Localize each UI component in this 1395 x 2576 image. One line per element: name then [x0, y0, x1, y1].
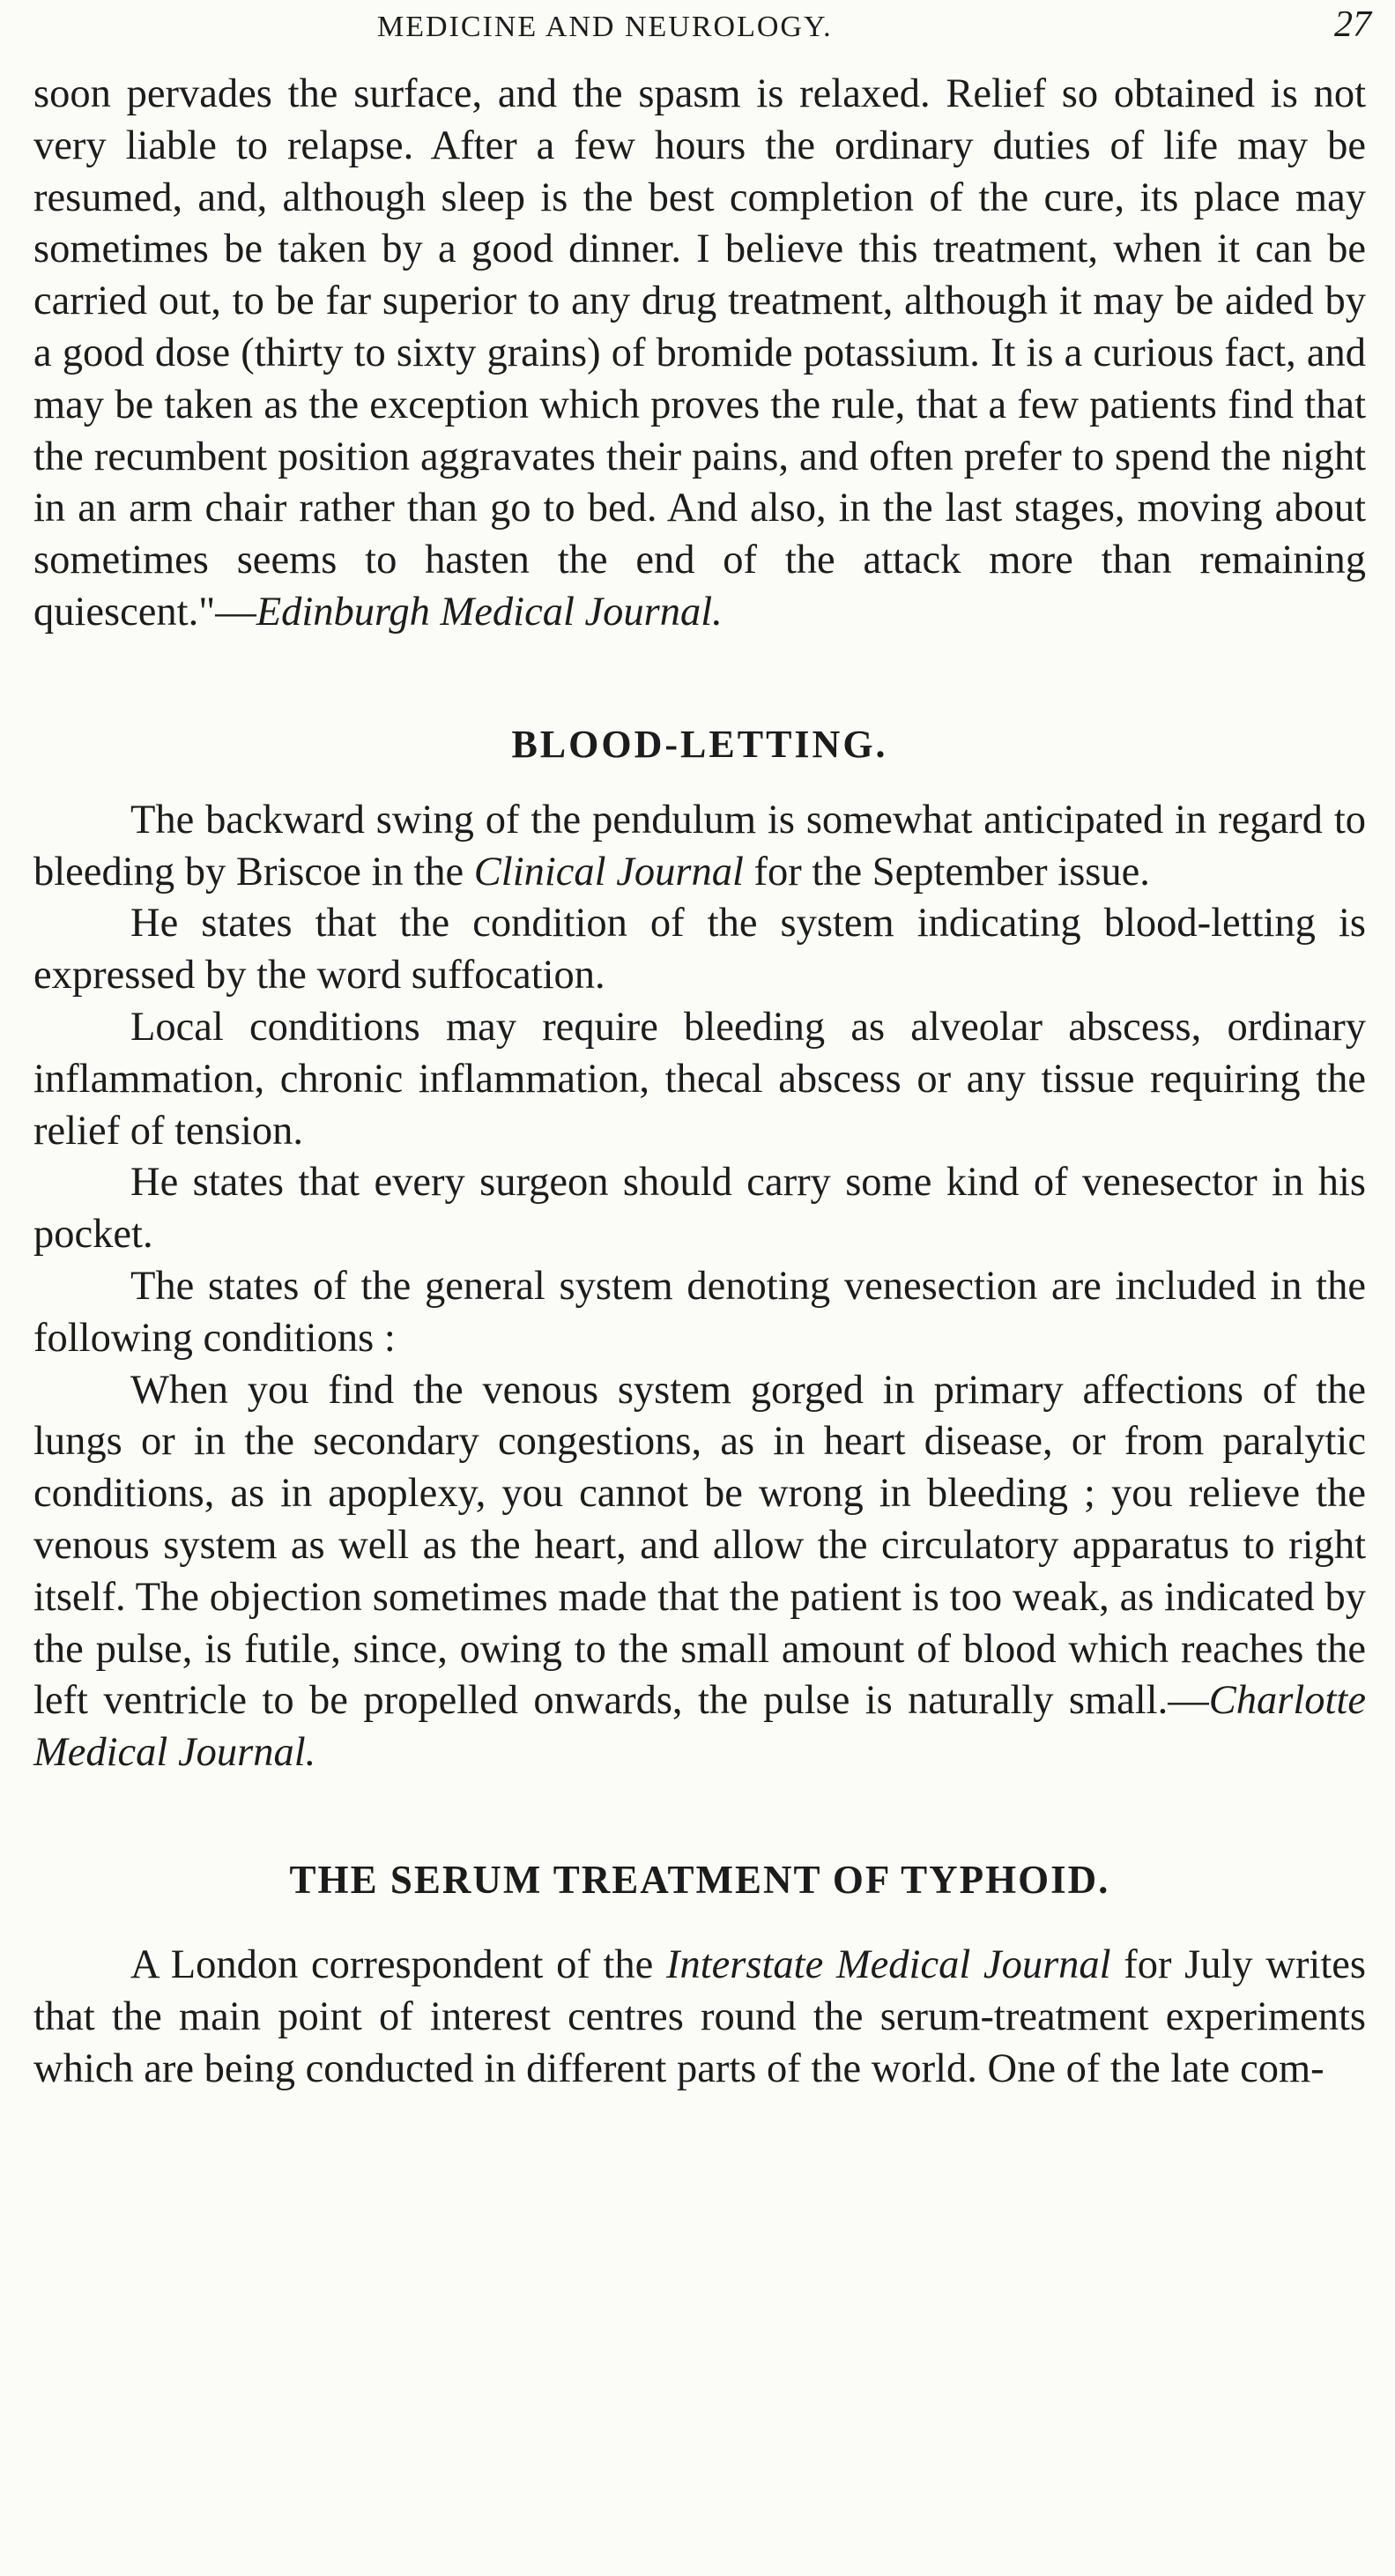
source-citation: Charlotte Medical Journal. [33, 1678, 1366, 1776]
journal-title: Clinical Journal [473, 849, 744, 895]
paragraph-text: When you find the venous system gorged in primary affections of the lungs or in the secondary congestions, as in heart disease, or from paralytic conditions, as in apoplexy, you cannot be wrong in bleeding ; you relieve the venous system as well as the heart, and allow the circulatory apparatus to right itself. The objection sometimes made that the patient is too weak, as indicated by the pulse, is futile, since, owing to the small amount of blood which reaches the left ventricle to be propelled onwards, the pulse is naturally small.— [33, 1367, 1366, 1724]
paragraph-text: for the September issue. [743, 849, 1150, 895]
journal-title: Interstate Medical Journal [666, 1941, 1111, 1987]
continuation-text: soon pervades the surface, and the spasm is relaxed. Relief so obtained is not very liable to relapse. After a few hours the ordinary duties of life may be resumed, and, although sleep is the best completion of the cure, its place may sometimes be taken by a good dinner. I believe this treatment, when it can be carried out, to be far superior to any drug treatment, although it may be aided by a good dose (thirty to sixty grains) of bromide potassium. It is a curious fact, and may be taken as the exception which proves the rule, that a few patients find that the recumbent position aggravates their pains, and often prefer to spend the night in an arm chair rather than go to bed. And also, in the last stages, moving about sometimes seems to hasten the end of the attack more than remaining quiescent."— [33, 71, 1366, 635]
continuation-paragraph [33, 69, 1366, 639]
section-heading-blood-letting: BLOOD-LETTING. [511, 722, 888, 766]
paragraph [33, 1365, 1366, 1779]
paragraph-text: for July writes that the main point of interest centres round the serum-treatment experiments which are being conducted in different parts of the world. One of the late com- [33, 1941, 1367, 2091]
page-number: 27 [1334, 4, 1371, 45]
book-page [33, 0, 1371, 2095]
paragraph [33, 1940, 1366, 2095]
paragraph-text: A London correspondent of the [130, 1941, 667, 1987]
paragraph: He states that every surgeon should carry some kind of venesector in his pocket. [33, 1160, 1366, 1258]
paragraph: He states that the condition of the system indicating blood-letting is expressed by the word suffocation. [33, 901, 1366, 998]
running-title: MEDICINE AND NEUROLOGY. [377, 11, 833, 43]
paragraph: Local conditions may require bleeding as alveolar abscess, ordinary inflammation, chronic inflammation, thecal abscess or any tissue requiring the relief of tension. [33, 1004, 1366, 1154]
section-heading-serum-treatment: THE SERUM TREATMENT OF TYPHOID. [289, 1857, 1110, 1902]
source-citation: Edinburgh Medical Journal. [256, 589, 723, 635]
running-head [33, 0, 1371, 69]
paragraph-text: The backward swing of the pendulum is somewhat anticipated in regard to bleeding by Briscoe in the [33, 797, 1366, 895]
paragraph [33, 795, 1366, 899]
paragraph: The states of the general system denoting venesection are included in the following conditions : [33, 1263, 1366, 1361]
